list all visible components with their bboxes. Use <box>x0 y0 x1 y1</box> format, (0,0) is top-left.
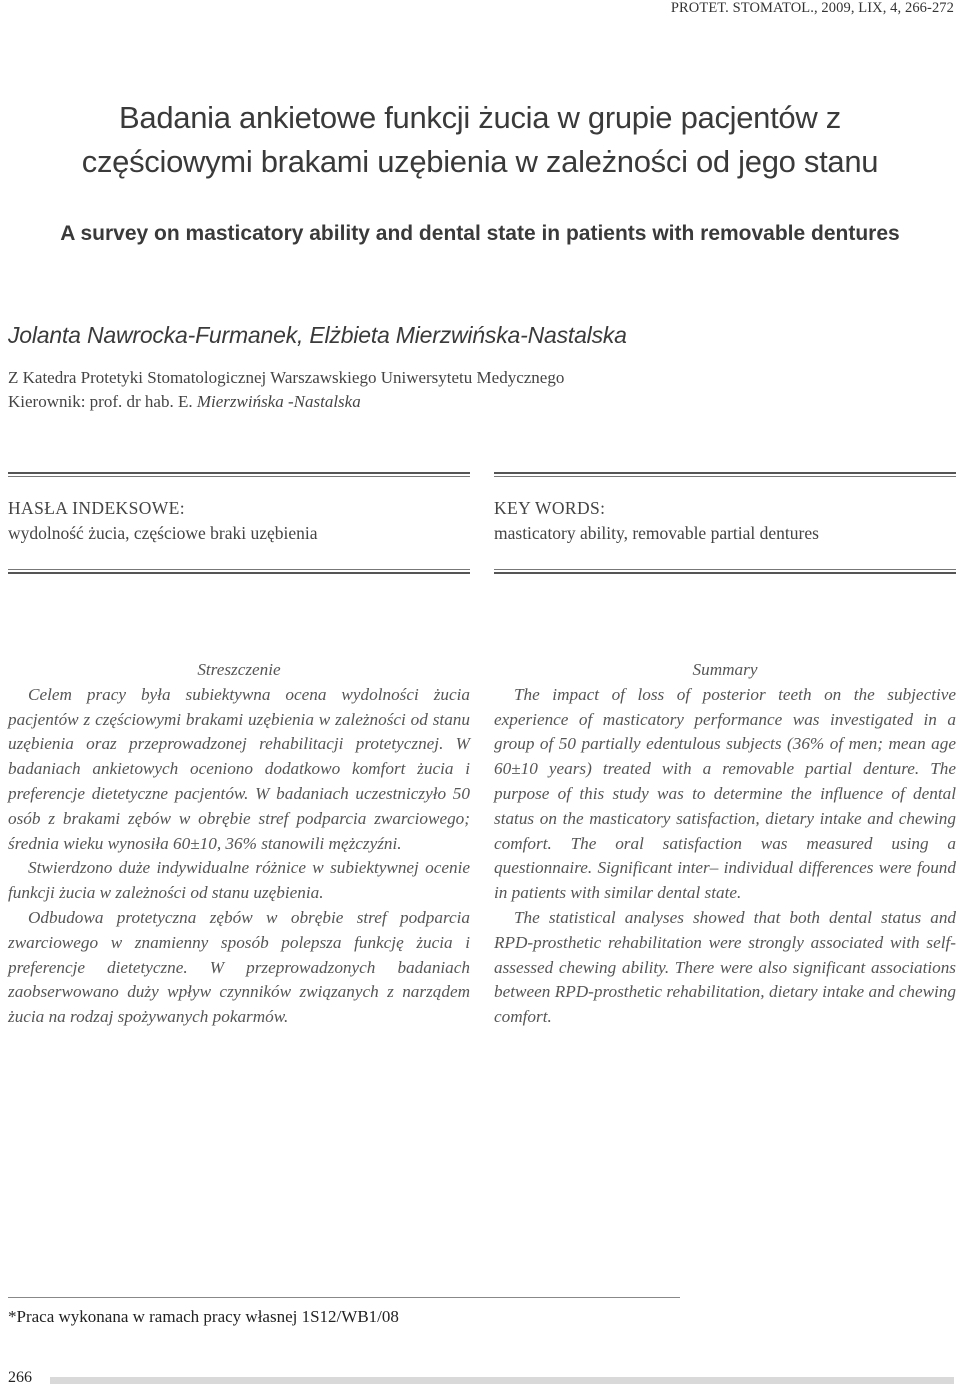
keywords-polish: wydolność żucia, częściowe braki uzębienia <box>8 523 318 543</box>
abstract-english-paragraph-2: The statistical analyses showed that both dental status and RPD-prosthetic rehabilitation were strongly associated with self-assessed chewing ability. There were also significant associations between RPD-prosthetic rehabilitation, dietary intake and chewing comfort. <box>494 907 956 1027</box>
keywords-english-block <box>494 472 956 544</box>
page-footer-bar <box>50 1377 954 1384</box>
divider <box>8 572 470 574</box>
abstract-english <box>494 658 956 1030</box>
keywords-english-bottom-rule <box>494 569 956 574</box>
abstract-english-title: Summary <box>692 660 758 679</box>
abstract-polish-paragraph-1: Celem pracy była subiektywna ocena wydolności żucia pacjentów z częściowymi brakami uzębienia w zależności od stanu uzębienia oraz przeprowadzonej rehabilitacji protetycznej. W badaniach ankietowych oceniono dodatkowo komfort żucia i preferencje dietetyczne pacjentów. W badaniach uczestniczyło 50 osób z brakami zębów w obrębie stref podparcia zwarciowego; średnia wieku wynosiła 60±10, 36% stanowili mężczyźni. <box>8 684 470 853</box>
title-english: A survey on masticatory ability and dental state in patients with removable dentures <box>60 222 900 245</box>
affiliation-head-prefix: Kierownik: prof. dr hab. E. <box>8 392 193 411</box>
divider <box>8 472 470 474</box>
affiliation-line-2 <box>8 390 564 414</box>
journal-reference: PROTET. STOMATOL., 2009, LIX, 4, 266-272 <box>670 0 954 16</box>
abstract-polish-paragraph-2: Stwierdzono duże indywidualne różnice w subiektywnej ocenie funkcji żucia w zależności od stanu uzębienia. <box>8 858 470 903</box>
keywords-english: masticatory ability, removable partial dentures <box>494 523 819 543</box>
authors: Jolanta Nawrocka-Furmanek, Elżbieta Mierzwińska-Nastalska <box>8 322 627 348</box>
footnote: *Praca wykonana w ramach pracy własnej 1S12/WB1/08 <box>8 1307 399 1326</box>
footnote-divider <box>8 1297 680 1298</box>
keywords-polish-block <box>8 472 470 544</box>
keywords-english-heading: KEY WORDS: <box>494 498 606 518</box>
affiliation <box>8 366 564 414</box>
abstract-polish-paragraph-3: Odbudowa protetyczna zębów w obrębie stref podparcia zwarciowego w znamienny sposób polepsza funkcję żucia i preferencje dietetyczne. W przeprowadzonych badaniach zaobserwowano duży wpływ czynników związanych z narządem żucia na rodzaj spożywanych pokarmów. <box>8 907 470 1027</box>
affiliation-head-name: Mierzwińska -Nastalska <box>196 392 361 411</box>
affiliation-line-1: Z Katedra Protetyki Stomatologicznej Warszawskiego Uniwersytetu Medycznego <box>8 368 565 387</box>
abstract-english-paragraph-1: The impact of loss of posterior teeth on the subjective experience of masticatory performance was investigated in a group of 50 partially edentulous subjects (36% of men; mean age 60±10 years) treated with a removable partial denture. The purpose of this study was to determine the influence of dental status on the masticatory satisfaction, dietary intake and chewing comfort. The oral satisfaction was measured using a questionnaire. Significant inter– individual differences were found in patients with similar dental state. <box>494 684 956 903</box>
divider <box>494 472 956 474</box>
title-polish-line-1: Badania ankietowe funkcji żucia w grupie pacjentów z <box>119 100 841 135</box>
title-polish <box>0 96 960 184</box>
divider <box>8 476 470 477</box>
keywords-polish-bottom-rule <box>8 569 470 574</box>
divider <box>8 569 470 570</box>
page-number: 266 <box>8 1369 32 1386</box>
title-polish-line-2: częściowymi brakami uzębienia w zależności od jego stanu <box>81 144 879 179</box>
divider <box>494 569 956 570</box>
abstract-polish-title: Streszczenie <box>197 660 281 679</box>
divider <box>494 572 956 574</box>
abstract-polish <box>8 658 470 1030</box>
keywords-polish-heading: HASŁA INDEKSOWE: <box>8 498 186 518</box>
divider <box>494 476 956 477</box>
